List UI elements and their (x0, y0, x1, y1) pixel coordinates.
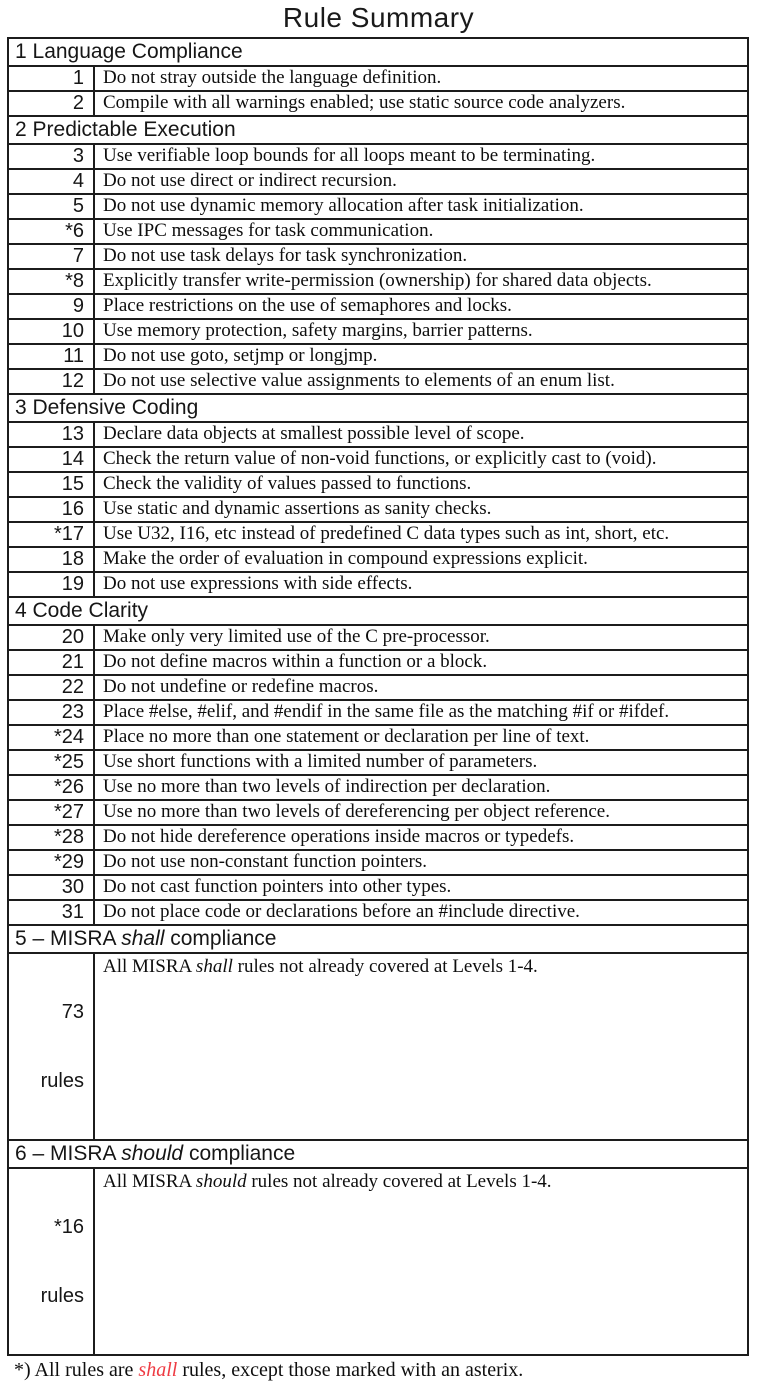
table-row (8, 369, 748, 394)
section-header-row (8, 925, 748, 953)
rule-description: Use IPC messages for task communication. (94, 219, 748, 244)
rule-description-italic-word: should (195, 1171, 247, 1192)
section-title: 3 Defensive Coding (8, 394, 748, 422)
rule-number: 30 (8, 875, 94, 900)
rule-description: Place #else, #elif, and #endif in the same file as the matching #if or #ifdef. (94, 700, 748, 725)
rule-description-italic-word: shall (195, 956, 233, 977)
section-header-row (8, 597, 748, 625)
rule-description: Declare data objects at smallest possible level of scope. (94, 422, 748, 447)
table-row (8, 547, 748, 572)
rule-description: Do not use non-constant function pointers. (94, 850, 748, 875)
rule-summary-table (7, 37, 749, 1356)
rule-number: *29 (8, 850, 94, 875)
rule-count-cell (8, 953, 94, 1140)
table-row (8, 294, 748, 319)
rule-count-cell (8, 1168, 94, 1355)
table-row (8, 825, 748, 850)
section-title-italic-word: should (121, 1141, 184, 1165)
table-row (8, 522, 748, 547)
section-title-text: compliance (183, 1141, 296, 1165)
table-row (8, 194, 748, 219)
rule-description: Do not use dynamic memory allocation after task initialization. (94, 194, 748, 219)
table-row (8, 775, 748, 800)
rule-description: Use verifiable loop bounds for all loops meant to be terminating. (94, 144, 748, 169)
section-header-row (8, 1140, 748, 1168)
table-row (8, 422, 748, 447)
table-row (8, 91, 748, 116)
section-title-text: 6 – MISRA (15, 1141, 122, 1165)
rule-number: 7 (8, 244, 94, 269)
rule-description: Do not define macros within a function or a block. (94, 650, 748, 675)
rule-count: 73 (61, 1001, 84, 1023)
rule-description: Do not cast function pointers into other types. (94, 875, 748, 900)
rule-description: Check the return value of non-void functions, or explicitly cast to (void). (94, 447, 748, 472)
table-row (8, 269, 748, 294)
page-title: Rule Summary (282, 2, 475, 33)
rule-number: 19 (8, 572, 94, 597)
section-title (8, 1140, 748, 1168)
rule-number: 2 (8, 91, 94, 116)
rule-number: 14 (8, 447, 94, 472)
section-title: 1 Language Compliance (8, 38, 748, 66)
rule-description: Do not hide dereference operations inside macros or typedefs. (94, 825, 748, 850)
rule-number: 22 (8, 675, 94, 700)
rule-description: Use U32, I16, etc instead of predefined C data types such as int, short, etc. (94, 522, 748, 547)
table-row (8, 800, 748, 825)
rule-description: Place restrictions on the use of semaphores and locks. (94, 294, 748, 319)
section-title: 4 Code Clarity (8, 597, 748, 625)
rule-description: Do not use selective value assignments to elements of an enum list. (94, 369, 748, 394)
rule-description: Explicitly transfer write-permission (ownership) for shared data objects. (94, 269, 748, 294)
rule-number: *8 (8, 269, 94, 294)
rule-number: *17 (8, 522, 94, 547)
rule-description-text: rules not already covered at Levels 1-4. (232, 956, 538, 977)
table-row (8, 900, 748, 925)
section-header-row (8, 38, 748, 66)
rule-number: 9 (8, 294, 94, 319)
table-row (8, 700, 748, 725)
rule-number: 15 (8, 472, 94, 497)
rule-number: 16 (8, 497, 94, 522)
table-row (8, 319, 748, 344)
rule-number: 31 (8, 900, 94, 925)
rule-description: Do not use expressions with side effects. (94, 572, 748, 597)
rule-number: 12 (8, 369, 94, 394)
rule-number: *28 (8, 825, 94, 850)
rule-description: Use memory protection, safety margins, barrier patterns. (94, 319, 748, 344)
rule-description (94, 1168, 748, 1355)
rule-description-text: rules not already covered at Levels 1-4. (246, 1171, 552, 1192)
rules-label: rules (40, 1285, 84, 1307)
table-row (8, 219, 748, 244)
rule-description: Check the validity of values passed to functions. (94, 472, 748, 497)
section-header-row (8, 116, 748, 144)
rule-number: 10 (8, 319, 94, 344)
table-row (8, 850, 748, 875)
rules-label: rules (40, 1070, 84, 1092)
rule-description-text: All MISRA (103, 1171, 196, 1192)
table-row (8, 344, 748, 369)
footnote-text: *) All rules are (14, 1359, 139, 1381)
rule-number: 3 (8, 144, 94, 169)
section-header-row (8, 394, 748, 422)
rule-description: Do not stray outside the language definition. (94, 66, 748, 91)
table-row (8, 875, 748, 900)
section-title-text: 5 – MISRA (15, 926, 122, 950)
footnote-red-word: shall (138, 1359, 178, 1381)
rule-description: Do not use direct or indirect recursion. (94, 169, 748, 194)
table-row (8, 497, 748, 522)
rule-number: *24 (8, 725, 94, 750)
table-row (8, 675, 748, 700)
rule-number: 18 (8, 547, 94, 572)
rule-description: Place no more than one statement or declaration per line of text. (94, 725, 748, 750)
rule-description: Do not use goto, setjmp or longjmp. (94, 344, 748, 369)
rule-count: *16 (53, 1216, 84, 1238)
rule-description: Make the order of evaluation in compound expressions explicit. (94, 547, 748, 572)
rule-number: 1 (8, 66, 94, 91)
rule-number: 4 (8, 169, 94, 194)
rule-description: Use no more than two levels of dereferencing per object reference. (94, 800, 748, 825)
rule-number: 21 (8, 650, 94, 675)
table-row (8, 169, 748, 194)
rule-number: *26 (8, 775, 94, 800)
table-row (8, 750, 748, 775)
rule-description: Do not undefine or redefine macros. (94, 675, 748, 700)
table-row (8, 625, 748, 650)
rule-number: 20 (8, 625, 94, 650)
table-row (8, 244, 748, 269)
table-row (8, 725, 748, 750)
rule-description: Make only very limited use of the C pre-processor. (94, 625, 748, 650)
section-title: 2 Predictable Execution (8, 116, 748, 144)
table-row (8, 447, 748, 472)
rule-description: Do not use task delays for task synchronization. (94, 244, 748, 269)
rule-description: Do not place code or declarations before an #include directive. (94, 900, 748, 925)
rule-description (94, 953, 748, 1140)
table-row (8, 66, 748, 91)
rule-description: Use no more than two levels of indirection per declaration. (94, 775, 748, 800)
rule-number: 5 (8, 194, 94, 219)
rule-number: *27 (8, 800, 94, 825)
rule-number: 13 (8, 422, 94, 447)
footnote-text: rules, except those marked with an asterix. (177, 1359, 524, 1381)
rule-description: Use static and dynamic assertions as sanity checks. (94, 497, 748, 522)
footnote (0, 1356, 757, 1382)
section-title-italic-word: shall (121, 926, 165, 950)
section-title-text: compliance (164, 926, 277, 950)
rule-description: Use short functions with a limited number of parameters. (94, 750, 748, 775)
table-row (8, 1168, 748, 1355)
table-row (8, 472, 748, 497)
rule-description-text: All MISRA (103, 956, 196, 977)
rule-number: 11 (8, 344, 94, 369)
table-row (8, 144, 748, 169)
table-row (8, 650, 748, 675)
table-row (8, 572, 748, 597)
rule-number: *6 (8, 219, 94, 244)
table-row (8, 953, 748, 1140)
rule-number: 23 (8, 700, 94, 725)
section-title (8, 925, 748, 953)
rule-number: *25 (8, 750, 94, 775)
rule-description: Compile with all warnings enabled; use static source code analyzers. (94, 91, 748, 116)
